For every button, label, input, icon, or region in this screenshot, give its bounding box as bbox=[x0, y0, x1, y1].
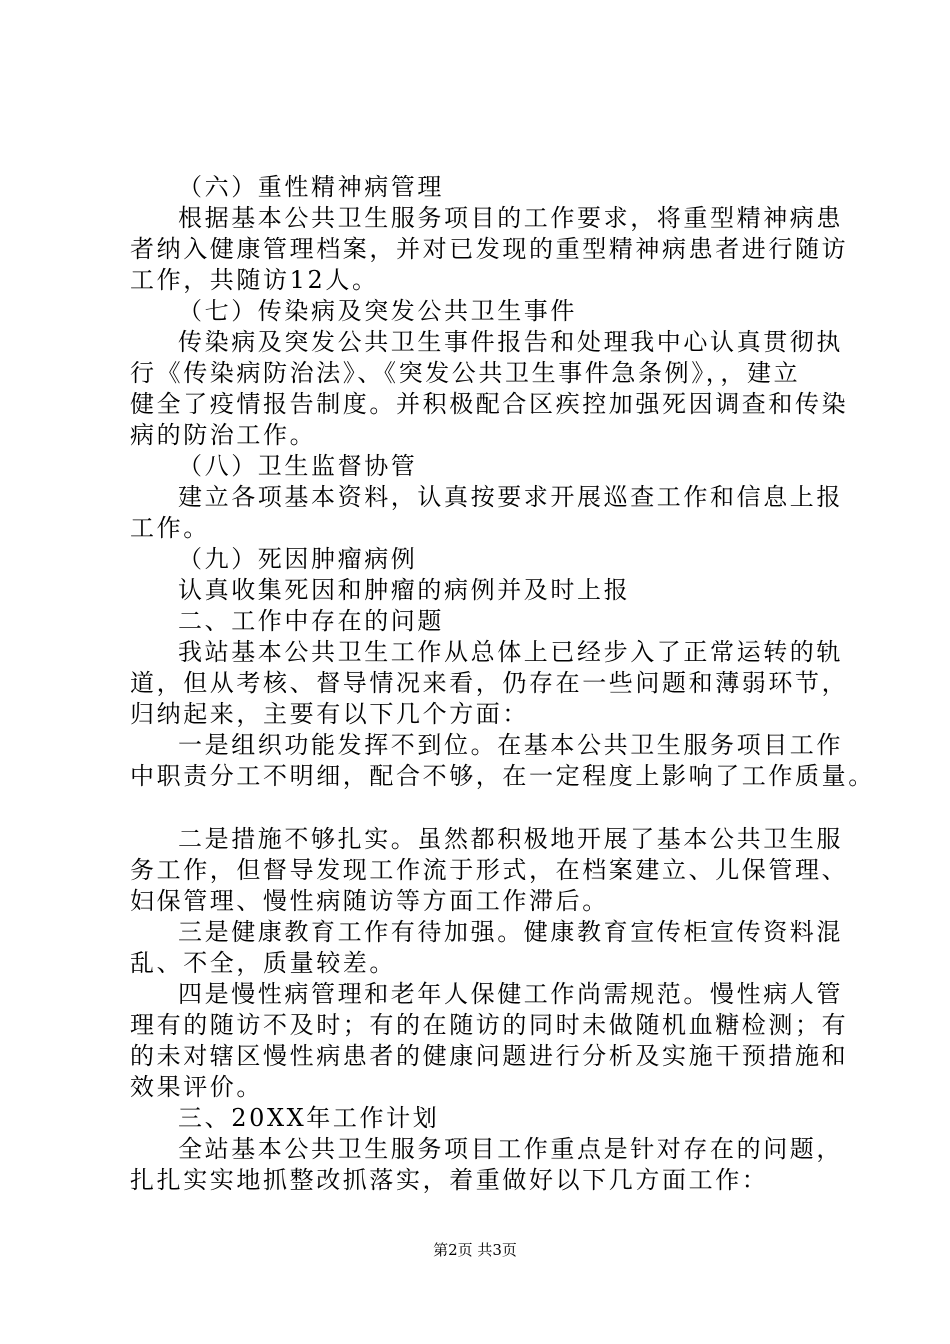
section-heading-plan: 三、20XX年工作计划 bbox=[178, 1104, 440, 1132]
section-heading-8: （八）卫生监督协管 bbox=[178, 452, 418, 480]
paragraph-line: 我站基本公共卫生工作从总体上已经步入了正常运转的轨 bbox=[178, 638, 843, 666]
paragraph-line: 的未对辖区慢性病患者的健康问题进行分析及实施干预措施和 bbox=[130, 1042, 849, 1070]
paragraph-line: 工作，共随访12人。 bbox=[130, 266, 379, 294]
paragraph-line: 务工作，但督导发现工作流于形式，在档案建立、儿保管理、 bbox=[130, 856, 849, 884]
paragraph-line: 行《传染病防治法》、《突发公共卫生事件急条例》，，建立 bbox=[130, 359, 801, 387]
paragraph-line: 三是健康教育工作有待加强。健康教育宣传柜宣传资料混 bbox=[178, 918, 843, 946]
paragraph-gap bbox=[130, 792, 838, 824]
section-heading-9: （九）死因肿瘤病例 bbox=[178, 545, 418, 573]
section-heading-7: （七）传染病及突发公共卫生事件 bbox=[178, 297, 577, 325]
paragraph-line: 中职责分工不明细，配合不够，在一定程度上影响了工作质量。 bbox=[130, 762, 875, 790]
paragraph-line: 健全了疫情报告制度。并积极配合区疾控加强死因调查和传染 bbox=[130, 390, 849, 418]
paragraph-line: 传染病及突发公共卫生事件报告和处理我中心认真贯彻执 bbox=[178, 328, 843, 356]
paragraph-line: 扎扎实实地抓整改抓落实，着重做好以下几方面工作： bbox=[130, 1166, 769, 1194]
paragraph-line: 根据基本公共卫生服务项目的工作要求，将重型精神病患 bbox=[178, 204, 843, 232]
paragraph-line: 工作。 bbox=[130, 514, 210, 542]
paragraph-line: 一是组织功能发挥不到位。在基本公共卫生服务项目工作 bbox=[178, 731, 843, 759]
paragraph-line: 建立各项基本资料，认真按要求开展巡查工作和信息上报 bbox=[178, 483, 843, 511]
paragraph-line: 效果评价。 bbox=[130, 1073, 263, 1101]
page-number: 第2页 共3页 bbox=[433, 1241, 517, 1259]
paragraph-line: 二是措施不够扎实。虽然都积极地开展了基本公共卫生服 bbox=[178, 825, 843, 853]
document-body bbox=[130, 172, 875, 1196]
paragraph-line: 理有的随访不及时；有的在随访的同时未做随机血糖检测；有 bbox=[130, 1011, 849, 1039]
section-heading-problems: 二、工作中存在的问题 bbox=[178, 607, 444, 635]
paragraph-line: 病的防治工作。 bbox=[130, 421, 317, 449]
paragraph-line: 妇保管理、慢性病随访等方面工作滞后。 bbox=[130, 887, 609, 915]
paragraph-line: 认真收集死因和肿瘤的病例并及时上报 bbox=[178, 576, 631, 604]
paragraph-line: 归纳起来，主要有以下几个方面： bbox=[130, 700, 529, 728]
paragraph-line: 道，但从考核、督导情况来看，仍存在一些问题和薄弱环节， bbox=[130, 669, 849, 697]
paragraph-line: 全站基本公共卫生服务项目工作重点是针对存在的问题， bbox=[178, 1135, 843, 1163]
section-heading-6: （六）重性精神病管理 bbox=[178, 173, 444, 201]
paragraph-line: 乱、不全，质量较差。 bbox=[130, 949, 396, 977]
paragraph-line: 四是慢性病管理和老年人保健工作尚需规范。慢性病人管 bbox=[178, 980, 843, 1008]
paragraph-line: 者纳入健康管理档案，并对已发现的重型精神病患者进行随访 bbox=[130, 235, 849, 263]
